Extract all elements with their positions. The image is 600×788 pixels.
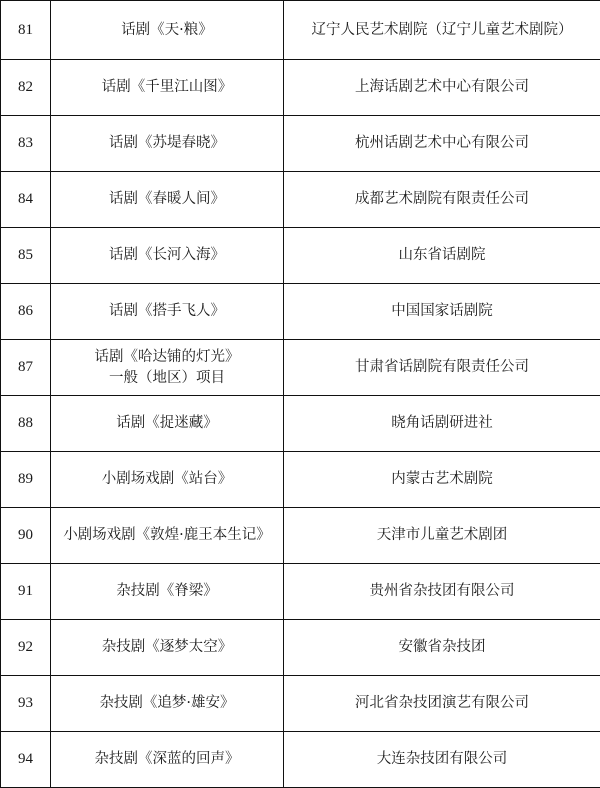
work-title-line: 杂技剧《深蓝的回声》 [55, 749, 279, 770]
organization: 山东省话剧院 [284, 228, 600, 284]
work-title [51, 172, 284, 228]
organization: 杭州话剧艺术中心有限公司 [284, 116, 600, 172]
organization: 贵州省杂技团有限公司 [284, 564, 600, 620]
work-title [51, 452, 284, 508]
work-title [51, 284, 284, 340]
row-number: 84 [1, 172, 51, 228]
row-number: 86 [1, 284, 51, 340]
row-number: 83 [1, 116, 51, 172]
row-number: 82 [1, 60, 51, 116]
row-number: 85 [1, 228, 51, 284]
table-row [1, 676, 600, 732]
work-subtitle-line: 一般（地区）项目 [55, 368, 279, 389]
table-row [1, 452, 600, 508]
row-number: 88 [1, 396, 51, 452]
table-row [1, 60, 600, 116]
organization: 上海话剧艺术中心有限公司 [284, 60, 600, 116]
work-title-line: 话剧《春暖人间》 [55, 189, 279, 210]
table-row [1, 396, 600, 452]
work-title-line: 话剧《天·粮》 [55, 20, 279, 41]
work-title [51, 340, 284, 396]
row-number: 93 [1, 676, 51, 732]
work-title-line: 杂技剧《脊梁》 [55, 581, 279, 602]
organization: 河北省杂技团演艺有限公司 [284, 676, 600, 732]
work-title-line: 话剧《搭手飞人》 [55, 301, 279, 322]
table-row [1, 620, 600, 676]
row-number: 92 [1, 620, 51, 676]
row-number: 91 [1, 564, 51, 620]
table-row [1, 564, 600, 620]
work-title [51, 116, 284, 172]
table-row [1, 172, 600, 228]
work-title-line: 话剧《哈达铺的灯光》 [55, 347, 279, 368]
organization: 晓角话剧研进社 [284, 396, 600, 452]
organization: 成都艺术剧院有限责任公司 [284, 172, 600, 228]
table-row [1, 340, 600, 396]
table-row [1, 116, 600, 172]
work-title [51, 396, 284, 452]
work-title-line: 小剧场戏剧《敦煌·鹿王本生记》 [55, 525, 279, 546]
row-number: 90 [1, 508, 51, 564]
table-row [1, 732, 600, 788]
work-title-line: 话剧《苏堤春晓》 [55, 133, 279, 154]
work-title [51, 1, 284, 60]
work-title-line: 话剧《千里江山图》 [55, 77, 279, 98]
organization: 内蒙古艺术剧院 [284, 452, 600, 508]
table-row [1, 1, 600, 60]
work-title [51, 60, 284, 116]
row-number: 94 [1, 732, 51, 788]
organization: 天津市儿童艺术剧团 [284, 508, 600, 564]
row-number: 87 [1, 340, 51, 396]
table-row [1, 284, 600, 340]
work-title [51, 620, 284, 676]
work-title [51, 564, 284, 620]
work-title [51, 676, 284, 732]
organization: 辽宁人民艺术剧院（辽宁儿童艺术剧院） [284, 1, 600, 60]
organization: 安徽省杂技团 [284, 620, 600, 676]
work-title-line: 话剧《长河入海》 [55, 245, 279, 266]
organization: 大连杂技团有限公司 [284, 732, 600, 788]
row-number: 81 [1, 1, 51, 60]
work-title-line: 杂技剧《逐梦太空》 [55, 637, 279, 658]
work-title [51, 228, 284, 284]
work-title [51, 732, 284, 788]
table-row [1, 508, 600, 564]
work-title-line: 话剧《捉迷藏》 [55, 413, 279, 434]
work-title [51, 508, 284, 564]
organization: 甘肃省话剧院有限责任公司 [284, 340, 600, 396]
row-number: 89 [1, 452, 51, 508]
work-title-line: 杂技剧《追梦·雄安》 [55, 693, 279, 714]
work-title-line: 小剧场戏剧《站台》 [55, 469, 279, 490]
table-body [1, 1, 600, 788]
table-row [1, 228, 600, 284]
organization: 中国国家话剧院 [284, 284, 600, 340]
